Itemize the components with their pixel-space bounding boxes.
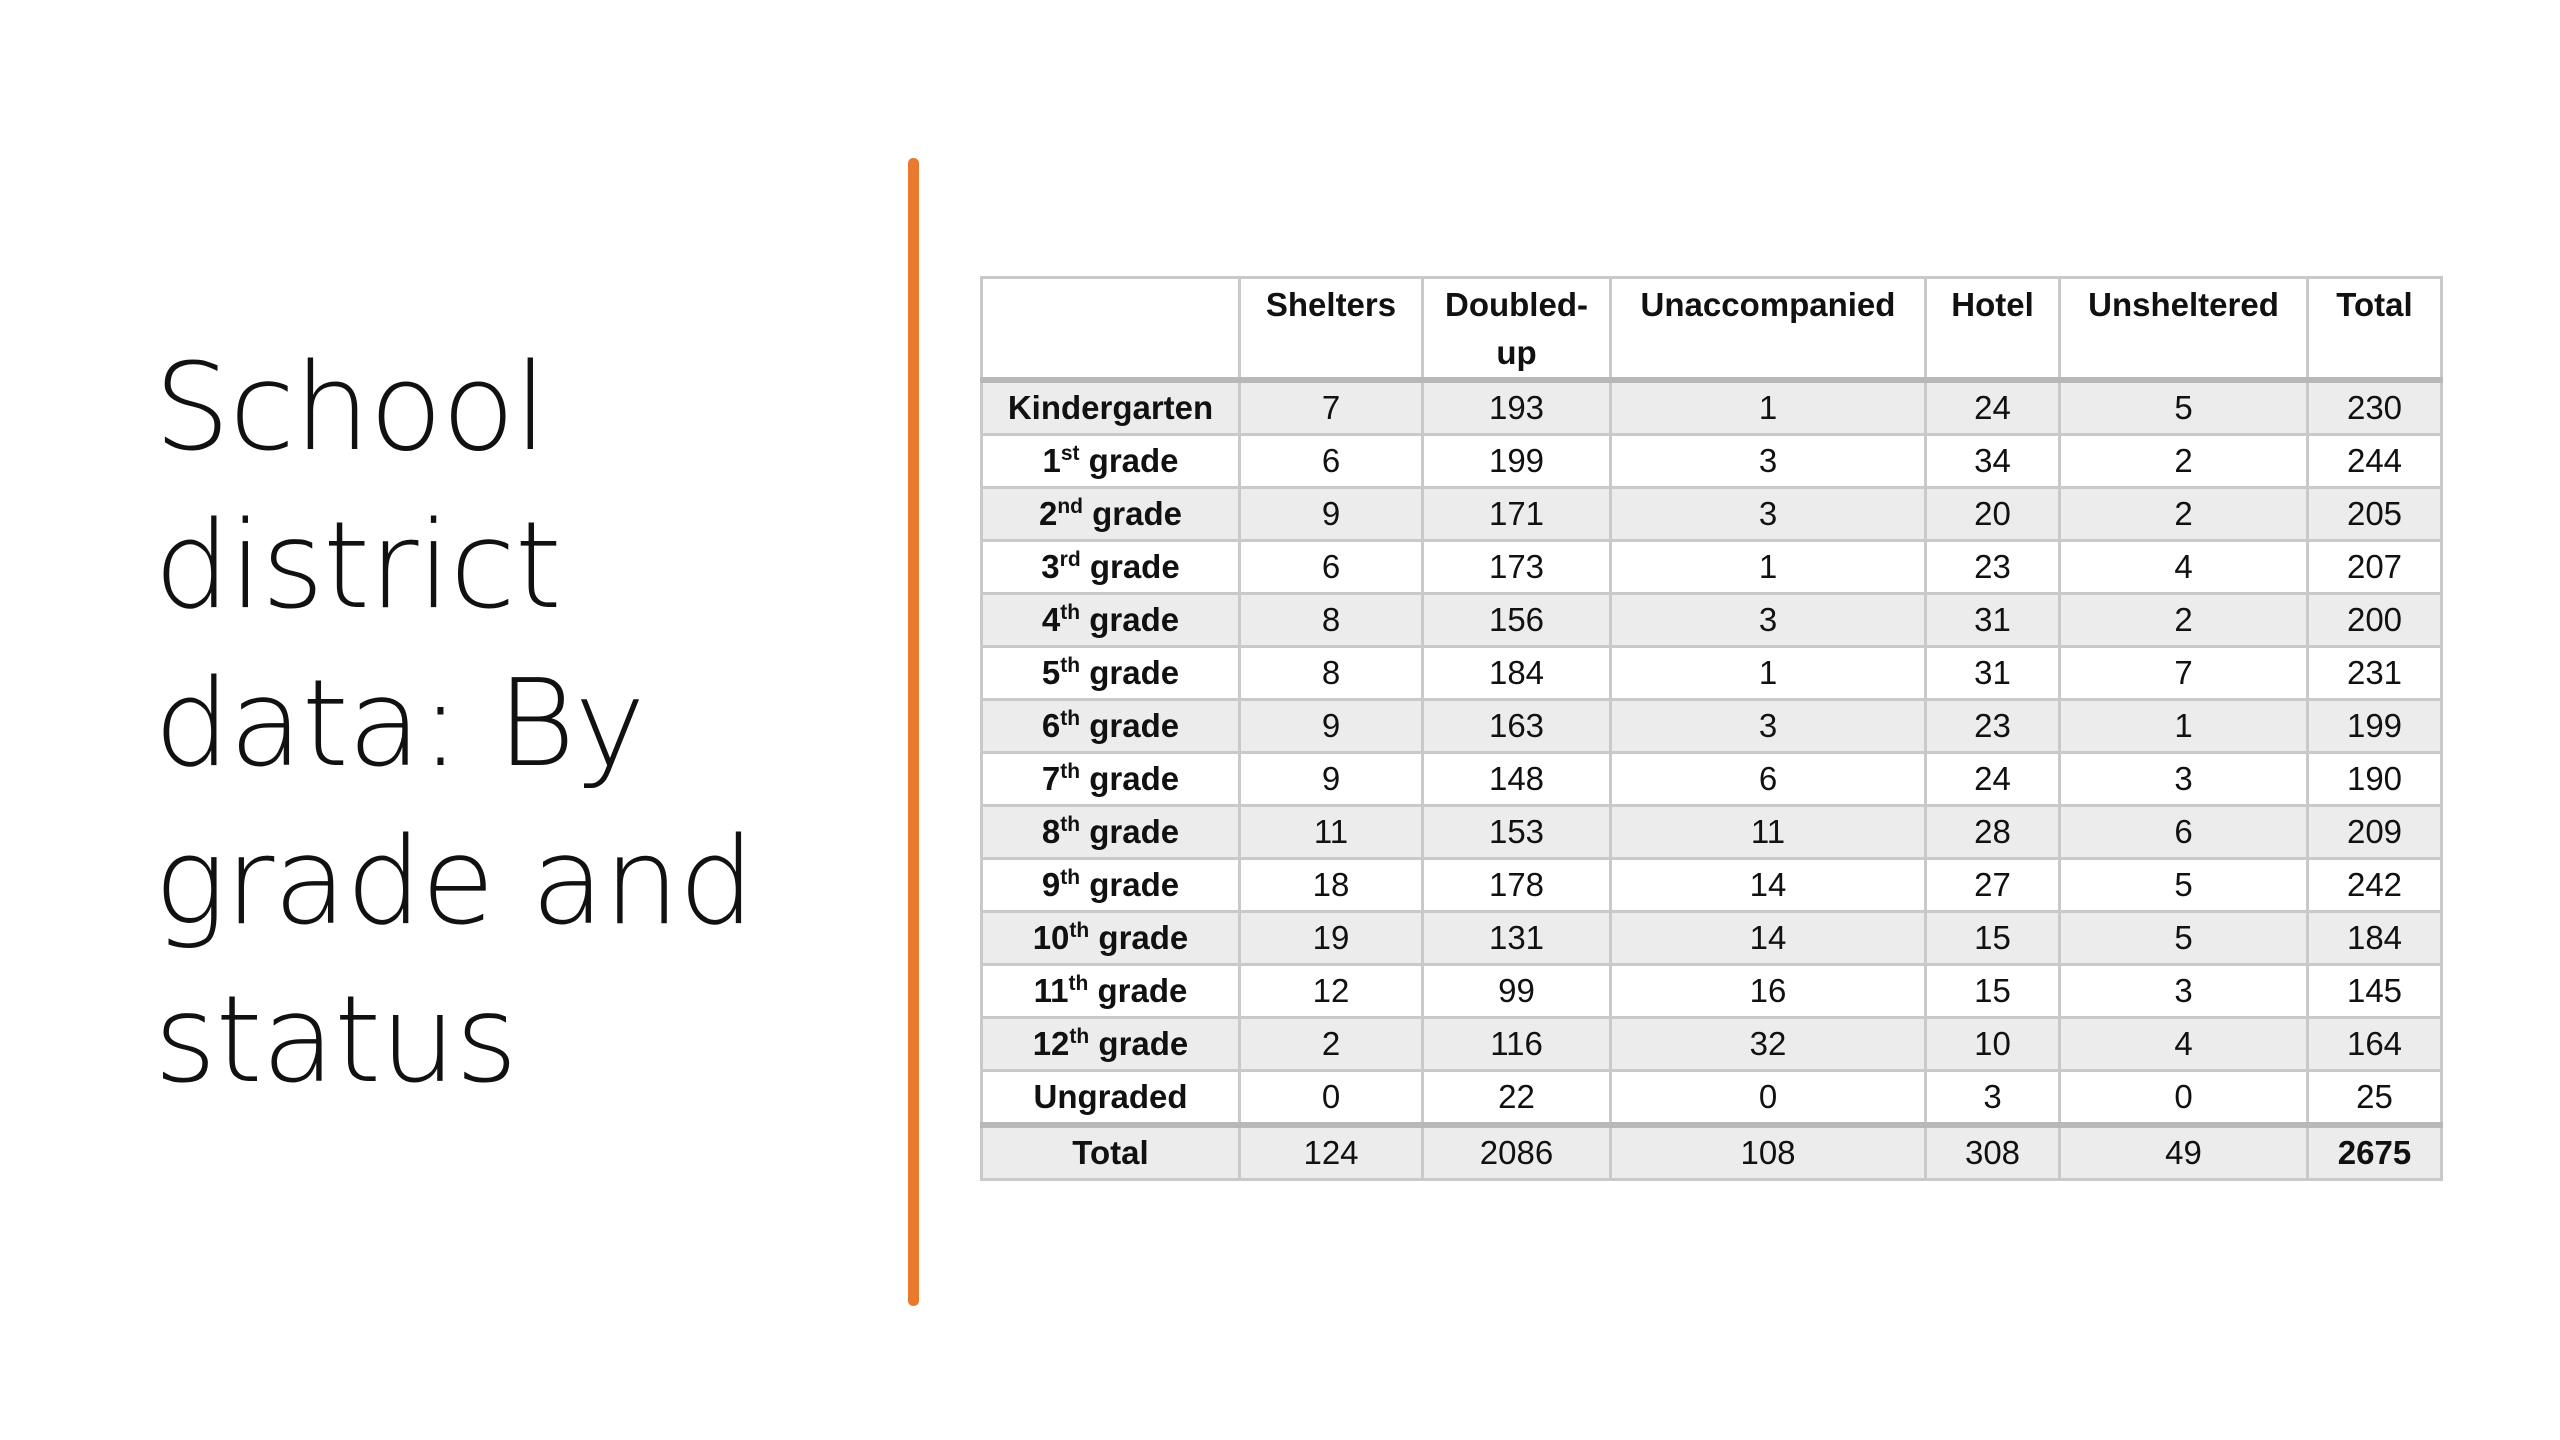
cell-unaccompanied: 6 bbox=[1611, 753, 1926, 806]
cell-total: 205 bbox=[2308, 488, 2442, 541]
table-row bbox=[982, 965, 2442, 1018]
ordinal-suffix: nd bbox=[1057, 495, 1083, 518]
cell-doubled-up: 171 bbox=[1423, 488, 1611, 541]
cell-shelters: 6 bbox=[1240, 435, 1423, 488]
row-label-text: 11 bbox=[1033, 972, 1069, 1009]
ordinal-suffix: th bbox=[1060, 813, 1081, 836]
row-label-suffix: grade bbox=[1089, 919, 1189, 956]
cell-shelters: 11 bbox=[1240, 806, 1423, 859]
header-cell-doubled-up: Doubled-up bbox=[1423, 278, 1611, 381]
cell-shelters: 2 bbox=[1240, 1018, 1423, 1071]
row-label-text: Kindergarten bbox=[1007, 389, 1214, 426]
cell-total: 230 bbox=[2308, 380, 2442, 435]
total-cell-shelters: 124 bbox=[1240, 1125, 1423, 1180]
cell-unaccompanied: 3 bbox=[1611, 700, 1926, 753]
cell-total: 242 bbox=[2308, 859, 2442, 912]
cell-shelters: 8 bbox=[1240, 594, 1423, 647]
row-label bbox=[982, 806, 1240, 859]
table-row bbox=[982, 594, 2442, 647]
cell-unaccompanied: 3 bbox=[1611, 488, 1926, 541]
cell-unaccompanied: 1 bbox=[1611, 380, 1926, 435]
slide-title-line: district bbox=[154, 497, 561, 636]
table-total-row bbox=[982, 1125, 2442, 1180]
row-label-text: 4 bbox=[1041, 601, 1061, 638]
cell-total: 200 bbox=[2308, 594, 2442, 647]
row-label-text: 9 bbox=[1041, 866, 1061, 903]
cell-hotel: 28 bbox=[1926, 806, 2060, 859]
cell-doubled-up: 131 bbox=[1423, 912, 1611, 965]
ordinal-suffix: th bbox=[1069, 1025, 1090, 1048]
cell-unaccompanied: 0 bbox=[1611, 1071, 1926, 1126]
row-label bbox=[982, 488, 1240, 541]
total-cell-hotel: 308 bbox=[1926, 1125, 2060, 1180]
cell-unsheltered: 0 bbox=[2060, 1071, 2308, 1126]
total-cell-unaccompanied: 108 bbox=[1611, 1125, 1926, 1180]
cell-total: 164 bbox=[2308, 1018, 2442, 1071]
total-cell-doubled-up: 2086 bbox=[1423, 1125, 1611, 1180]
row-label bbox=[982, 380, 1240, 435]
table-row bbox=[982, 380, 2442, 435]
total-cell-grand-total: 2675 bbox=[2308, 1125, 2442, 1180]
cell-hotel: 23 bbox=[1926, 541, 2060, 594]
ordinal-suffix: th bbox=[1069, 919, 1090, 942]
cell-doubled-up: 178 bbox=[1423, 859, 1611, 912]
table-body bbox=[982, 380, 2442, 1180]
cell-hotel: 20 bbox=[1926, 488, 2060, 541]
ordinal-suffix: th bbox=[1060, 707, 1081, 730]
row-label bbox=[982, 753, 1240, 806]
homeless-students-table bbox=[980, 276, 2443, 1181]
row-label-suffix: grade bbox=[1089, 1025, 1189, 1062]
cell-shelters: 8 bbox=[1240, 647, 1423, 700]
cell-hotel: 31 bbox=[1926, 594, 2060, 647]
cell-unaccompanied: 3 bbox=[1611, 594, 1926, 647]
row-label-text: 8 bbox=[1041, 813, 1061, 850]
cell-unsheltered: 4 bbox=[2060, 1018, 2308, 1071]
cell-hotel: 24 bbox=[1926, 380, 2060, 435]
row-label-suffix: grade bbox=[1080, 601, 1180, 638]
cell-hotel: 3 bbox=[1926, 1071, 2060, 1126]
slide-title-line: grade and bbox=[154, 813, 754, 952]
row-label-text: Ungraded bbox=[1033, 1078, 1188, 1115]
header-cell-total: Total bbox=[2308, 278, 2442, 381]
ordinal-suffix: rd bbox=[1059, 548, 1081, 571]
cell-hotel: 27 bbox=[1926, 859, 2060, 912]
cell-unaccompanied: 14 bbox=[1611, 859, 1926, 912]
cell-doubled-up: 148 bbox=[1423, 753, 1611, 806]
table-row bbox=[982, 912, 2442, 965]
cell-hotel: 15 bbox=[1926, 965, 2060, 1018]
row-label bbox=[982, 647, 1240, 700]
cell-shelters: 7 bbox=[1240, 380, 1423, 435]
row-label-text: 10 bbox=[1032, 919, 1070, 956]
cell-total: 209 bbox=[2308, 806, 2442, 859]
slide-title-line: School bbox=[154, 339, 547, 478]
ordinal-suffix: th bbox=[1060, 760, 1081, 783]
cell-doubled-up: 99 bbox=[1423, 965, 1611, 1018]
row-label-suffix: grade bbox=[1080, 813, 1180, 850]
total-row-label: Total bbox=[982, 1125, 1240, 1180]
row-label-text: 5 bbox=[1041, 654, 1061, 691]
cell-unsheltered: 2 bbox=[2060, 435, 2308, 488]
cell-total: 184 bbox=[2308, 912, 2442, 965]
cell-hotel: 10 bbox=[1926, 1018, 2060, 1071]
cell-unaccompanied: 11 bbox=[1611, 806, 1926, 859]
cell-unaccompanied: 14 bbox=[1611, 912, 1926, 965]
header-cell-unsheltered: Unsheltered bbox=[2060, 278, 2308, 381]
header-cell-hotel: Hotel bbox=[1926, 278, 2060, 381]
row-label bbox=[982, 541, 1240, 594]
cell-unaccompanied: 1 bbox=[1611, 541, 1926, 594]
header-cell-shelters: Shelters bbox=[1240, 278, 1423, 381]
accent-divider bbox=[908, 158, 919, 1306]
cell-hotel: 31 bbox=[1926, 647, 2060, 700]
row-label-text: 1 bbox=[1042, 442, 1061, 479]
cell-shelters: 9 bbox=[1240, 700, 1423, 753]
row-label-suffix: grade bbox=[1080, 760, 1180, 797]
cell-total: 207 bbox=[2308, 541, 2442, 594]
table-header-row bbox=[982, 278, 2442, 381]
cell-unaccompanied: 16 bbox=[1611, 965, 1926, 1018]
cell-shelters: 9 bbox=[1240, 488, 1423, 541]
cell-unsheltered: 6 bbox=[2060, 806, 2308, 859]
ordinal-suffix: th bbox=[1060, 866, 1081, 889]
ordinal-suffix: th bbox=[1060, 601, 1081, 624]
table-row bbox=[982, 1071, 2442, 1126]
cell-doubled-up: 153 bbox=[1423, 806, 1611, 859]
row-label-suffix: grade bbox=[1080, 548, 1180, 585]
header-cell-empty bbox=[982, 278, 1240, 381]
cell-unsheltered: 7 bbox=[2060, 647, 2308, 700]
row-label-suffix: grade bbox=[1088, 972, 1188, 1009]
row-label bbox=[982, 435, 1240, 488]
cell-shelters: 19 bbox=[1240, 912, 1423, 965]
cell-doubled-up: 156 bbox=[1423, 594, 1611, 647]
cell-doubled-up: 22 bbox=[1423, 1071, 1611, 1126]
row-label bbox=[982, 859, 1240, 912]
cell-unsheltered: 3 bbox=[2060, 753, 2308, 806]
table-row bbox=[982, 700, 2442, 753]
table-row bbox=[982, 647, 2442, 700]
row-label-suffix: grade bbox=[1080, 654, 1180, 691]
cell-total: 25 bbox=[2308, 1071, 2442, 1126]
cell-total: 199 bbox=[2308, 700, 2442, 753]
cell-unsheltered: 1 bbox=[2060, 700, 2308, 753]
row-label-suffix: grade bbox=[1080, 866, 1180, 903]
table-row bbox=[982, 859, 2442, 912]
cell-hotel: 15 bbox=[1926, 912, 2060, 965]
cell-unaccompanied: 1 bbox=[1611, 647, 1926, 700]
cell-doubled-up: 163 bbox=[1423, 700, 1611, 753]
cell-shelters: 18 bbox=[1240, 859, 1423, 912]
cell-shelters: 12 bbox=[1240, 965, 1423, 1018]
cell-hotel: 24 bbox=[1926, 753, 2060, 806]
cell-unaccompanied: 3 bbox=[1611, 435, 1926, 488]
table-row bbox=[982, 541, 2442, 594]
cell-unsheltered: 4 bbox=[2060, 541, 2308, 594]
row-label-text: 2 bbox=[1038, 495, 1058, 532]
row-label-text: 12 bbox=[1032, 1025, 1070, 1062]
row-label bbox=[982, 700, 1240, 753]
row-label-suffix: grade bbox=[1080, 707, 1180, 744]
cell-unsheltered: 5 bbox=[2060, 380, 2308, 435]
ordinal-suffix: th bbox=[1068, 972, 1089, 995]
cell-unsheltered: 3 bbox=[2060, 965, 2308, 1018]
ordinal-suffix: st bbox=[1060, 442, 1080, 465]
cell-doubled-up: 173 bbox=[1423, 541, 1611, 594]
cell-shelters: 9 bbox=[1240, 753, 1423, 806]
table-row bbox=[982, 753, 2442, 806]
row-label bbox=[982, 965, 1240, 1018]
cell-doubled-up: 116 bbox=[1423, 1018, 1611, 1071]
cell-doubled-up: 193 bbox=[1423, 380, 1611, 435]
cell-total: 231 bbox=[2308, 647, 2442, 700]
cell-total: 244 bbox=[2308, 435, 2442, 488]
cell-total: 190 bbox=[2308, 753, 2442, 806]
row-label bbox=[982, 1018, 1240, 1071]
row-label bbox=[982, 1071, 1240, 1126]
table-row bbox=[982, 806, 2442, 859]
cell-unsheltered: 5 bbox=[2060, 859, 2308, 912]
table-row bbox=[982, 1018, 2442, 1071]
cell-unsheltered: 5 bbox=[2060, 912, 2308, 965]
cell-hotel: 23 bbox=[1926, 700, 2060, 753]
row-label-text: 6 bbox=[1041, 707, 1061, 744]
table-row bbox=[982, 435, 2442, 488]
slide-title-line: status bbox=[154, 971, 517, 1110]
row-label bbox=[982, 912, 1240, 965]
cell-unsheltered: 2 bbox=[2060, 488, 2308, 541]
slide-title-line: data: By bbox=[154, 655, 645, 794]
cell-hotel: 34 bbox=[1926, 435, 2060, 488]
header-cell-unaccompanied: Unaccompanied bbox=[1611, 278, 1926, 381]
row-label bbox=[982, 594, 1240, 647]
cell-shelters: 0 bbox=[1240, 1071, 1423, 1126]
total-cell-unsheltered: 49 bbox=[2060, 1125, 2308, 1180]
cell-unaccompanied: 32 bbox=[1611, 1018, 1926, 1071]
ordinal-suffix: th bbox=[1060, 654, 1081, 677]
cell-doubled-up: 184 bbox=[1423, 647, 1611, 700]
row-label-suffix: grade bbox=[1082, 495, 1183, 532]
row-label-text: 7 bbox=[1041, 760, 1061, 797]
row-label-suffix: grade bbox=[1079, 442, 1179, 479]
slide-title bbox=[154, 330, 794, 1120]
cell-total: 145 bbox=[2308, 965, 2442, 1018]
row-label-text: 3 bbox=[1041, 548, 1060, 585]
cell-doubled-up: 199 bbox=[1423, 435, 1611, 488]
table-row bbox=[982, 488, 2442, 541]
cell-shelters: 6 bbox=[1240, 541, 1423, 594]
cell-unsheltered: 2 bbox=[2060, 594, 2308, 647]
